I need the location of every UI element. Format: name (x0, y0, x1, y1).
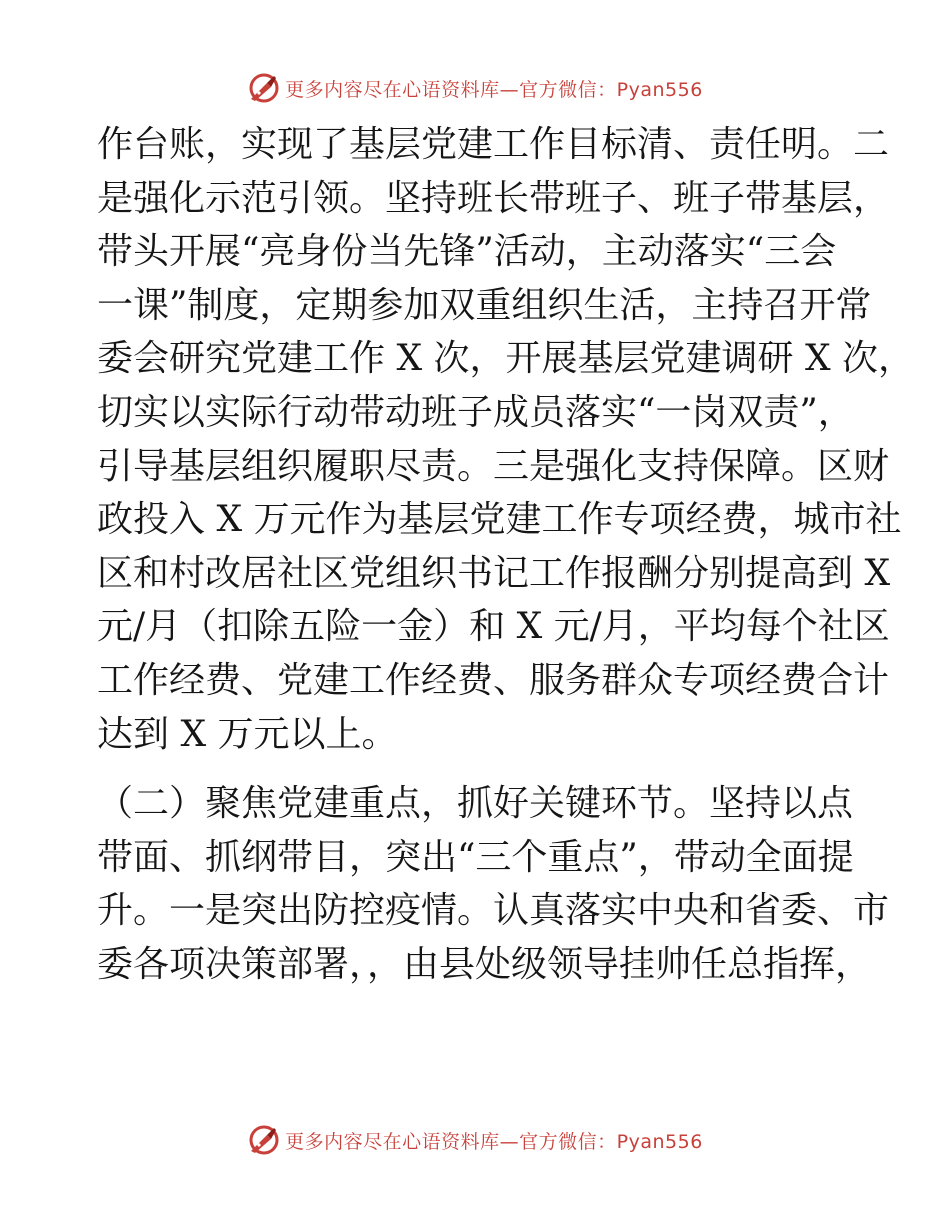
text-line: 政投入 X 万元作为基层党建工作专项经费，城市社 (97, 499, 902, 541)
text-line: 切实以实际行动带动班子成员落实“一岗双责”， (97, 391, 854, 433)
text-line: 区和村改居社区党组织书记工作报酬分别提高到 X (97, 552, 891, 594)
footer-watermark (0, 1120, 950, 1160)
paragraph-spacer (97, 761, 857, 777)
text-line: 带面、抓纲带目，突出“三个重点”，带动全面提 (97, 836, 854, 878)
text-line: 是强化示范引领。坚持班长带班子、班子带基层， (97, 177, 890, 219)
text-line: 达到 X 万元以上。 (97, 713, 398, 755)
text-line: 作台账，实现了基层党建工作目标清、责任明。二 (97, 124, 890, 165)
pen-nib-logo-icon (247, 1123, 281, 1157)
paragraph (97, 118, 915, 761)
text-line: 元/月（扣除五险一金）和 X 元/月，平均每个社区 (97, 606, 890, 648)
text-line: 带头开展“亮身份当先锋”活动，主动落实“三会 (97, 231, 837, 273)
watermark-text: 更多内容尽在心语资料库—官方微信：Pyan556 (285, 1130, 703, 1153)
header-watermark (0, 68, 950, 108)
text-line: （二）聚焦党建重点，抓好关键环节。坚持以点 (97, 783, 854, 825)
watermark-text: 更多内容尽在心语资料库—官方微信：Pyan556 (285, 78, 703, 101)
text-line: 委各项决策部署，，由县处级领导挂帅任总指挥， (97, 943, 872, 985)
text-line: 一课”制度，定期参加双重组织生活，主持召开常 (97, 284, 872, 326)
document-body (97, 118, 915, 992)
text-line: 升。一是突出防控疫情。认真落实中央和省委、市 (97, 890, 890, 932)
text-line: 工作经费、党建工作经费、服务群众专项经费合计 (97, 659, 890, 701)
paragraph (97, 777, 890, 991)
text-line: 引导基层组织履职尽责。三是强化支持保障。区财 (97, 445, 890, 487)
pen-nib-logo-icon (247, 71, 281, 105)
text-line: 委会研究党建工作 X 次，开展基层党建调研 X 次， (97, 338, 915, 380)
